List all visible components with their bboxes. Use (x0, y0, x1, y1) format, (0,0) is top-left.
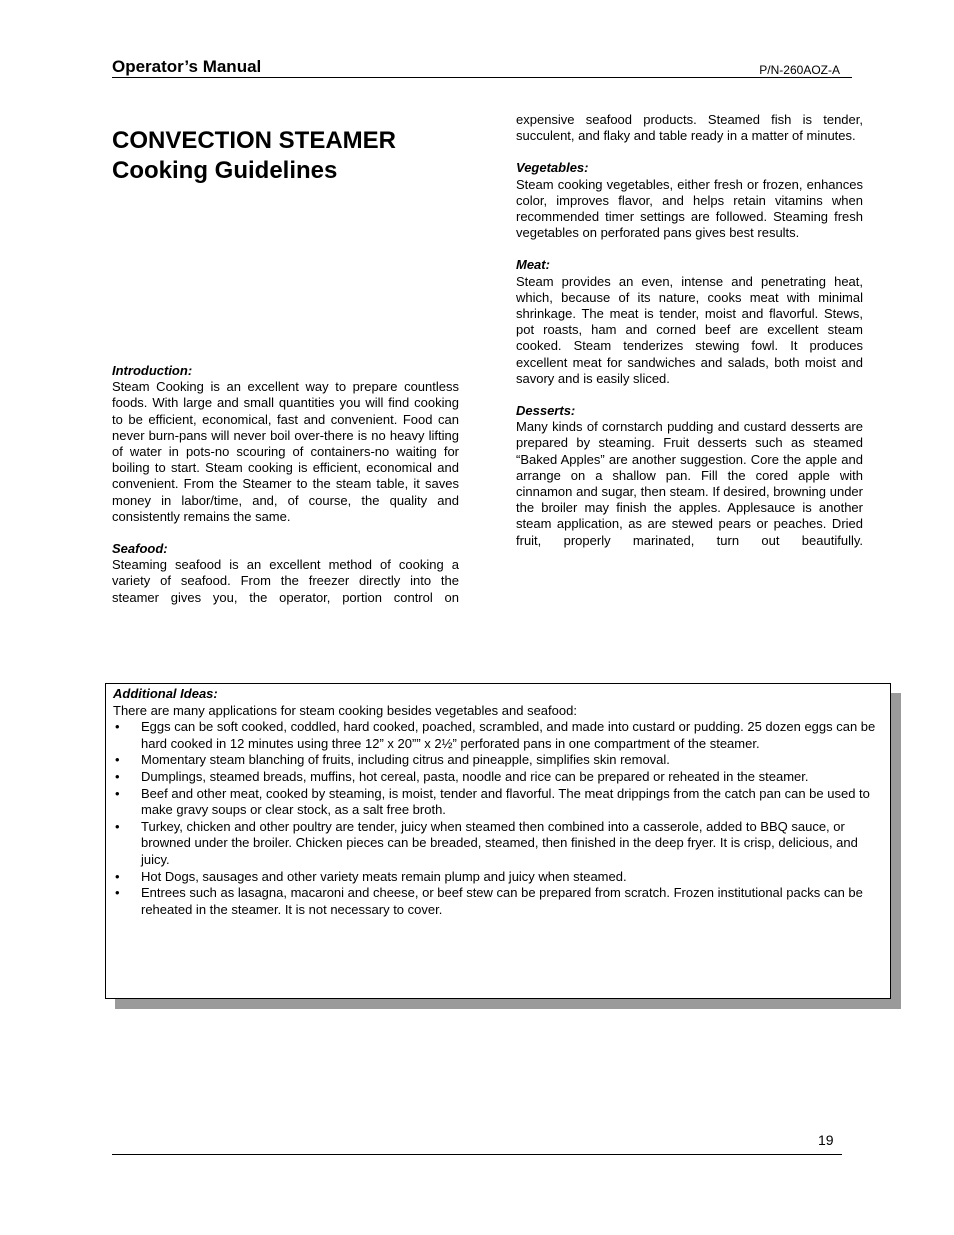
vegetables-body: Steam cooking vegetables, either fresh or frozen, enhances color, improves flavor, and helps retain vitamins when recommended timer settings are followed. Steaming fresh vegetables on perforated pans gives best results. (516, 176, 863, 241)
page-header (112, 57, 852, 78)
desserts-body: Many kinds of cornstarch pudding and custard desserts are prepared by steaming. Fruit desserts such as steamed “Baked Apples” are another suggestion. Core the apple and arrange on a shallow pan. Fill the cored apple with cinnamon and sugar, then steam. If desired, browning under the broiler may finish the apples. Applesauce is another steam application, as are stewed pears or peaches. Dried fruit, properly marinated, turn out beautifully. (516, 419, 863, 548)
manual-title: Operator’s Manual (112, 57, 262, 76)
meat-body: Steam provides an even, intense and penetrating heat, which, because of its nature, cooks meat with minimal shrinkage. The meat is tender, moist and flavorful. Stews, pot roasts, ham and corned beef are excellent steam cooked. Steam tenderizes stewing fowl. It produces excellent meat for sandwiches and salads, both moist and savory and is easily sliced. (516, 273, 863, 386)
meat-heading: Meat: (516, 257, 550, 273)
additional-ideas-box (105, 683, 891, 999)
list-item: • Dumplings, steamed breads, muffins, hot cereal, pasta, noodle and rice can be prepared or reheated in the steamer. (115, 768, 809, 784)
ideas-list (113, 719, 880, 918)
page-number: 19 (818, 1132, 834, 1148)
bullet-icon: • (115, 785, 120, 801)
seafood-body-part1: Steaming seafood is an excellent method of cooking a variety of seafood. From the freezer directly into the steamer gives you, the operator, portion control on (112, 557, 459, 605)
vegetables-heading: Vegetables: (516, 160, 589, 176)
bullet-icon: • (115, 768, 120, 784)
list-item: • Beef and other meat, cooked by steaming, is moist, tender and flavorful. The meat drippings from the catch pan can be used to make gravy soups or clear stock, as a salt free broth. (115, 785, 870, 818)
bullet-icon: • (115, 868, 120, 884)
bullet-icon: • (115, 885, 120, 901)
part-number: P/N-260AOZ-A (759, 63, 840, 77)
right-column (516, 112, 863, 549)
list-item: • Turkey, chicken and other poultry are tender, juicy when steamed then combined into a casserole, added to BBQ sauce, or browned under the broiler. Chicken pieces can be breaded, steamed, then finished in the deep fryer. It is crisp, delicious, and juicy. (115, 818, 858, 867)
bullet-icon: • (115, 818, 120, 834)
desserts-heading: Desserts: (516, 403, 576, 419)
list-item: • Hot Dogs, sausages and other variety meats remain plump and juicy when steamed. (115, 868, 627, 884)
left-column (112, 363, 459, 606)
page-title-line2: Cooking Guidelines (112, 157, 338, 184)
additional-ideas-heading: Additional Ideas: (113, 686, 218, 701)
list-item: • Entrees such as lasagna, macaroni and cheese, or beef stew can be prepared from scratch. Frozen institutional packs can be reheated in the steamer. It is not necessary to cover. (115, 885, 863, 917)
seafood-heading: Seafood: (112, 541, 168, 557)
footer-divider (112, 1154, 842, 1155)
bullet-icon: • (115, 719, 120, 735)
introduction-body: Steam Cooking is an excellent way to prepare countless foods. With large and small quantities you will find cooking to be efficient, economical, fast and convenient. Food can never burn-pans will never boil over-there is no heavy lifting of water in pots-no scouring of containers-no waiting for boiling to start. Steam cooking is efficient, economical and convenient. From the Steamer to the steam table, it saves money in labor/time, and, of course, the quality and consistently remains the same. (112, 379, 459, 524)
introduction-heading: Introduction: (112, 363, 193, 378)
seafood-body-part2: expensive seafood products. Steamed fish is tender, succulent, and flaky and table ready in a matter of minutes. (516, 112, 863, 144)
page-title (112, 126, 396, 186)
list-item: • Eggs can be soft cooked, coddled, hard cooked, poached, scrambled, and made into custard or pudding. 25 dozen eggs can be hard cooked in 12 minutes using three 12” x 20”” x 2½” perforated pans in one compartment of the steamer. (115, 719, 876, 751)
additional-ideas-intro: There are many applications for steam cooking besides vegetables and seafood: (113, 702, 577, 718)
list-item: • Momentary steam blanching of fruits, including citrus and pineapple, simplifies skin removal. (115, 752, 670, 768)
bullet-icon: • (115, 752, 120, 768)
page-title-line1: CONVECTION STEAMER (112, 127, 397, 154)
